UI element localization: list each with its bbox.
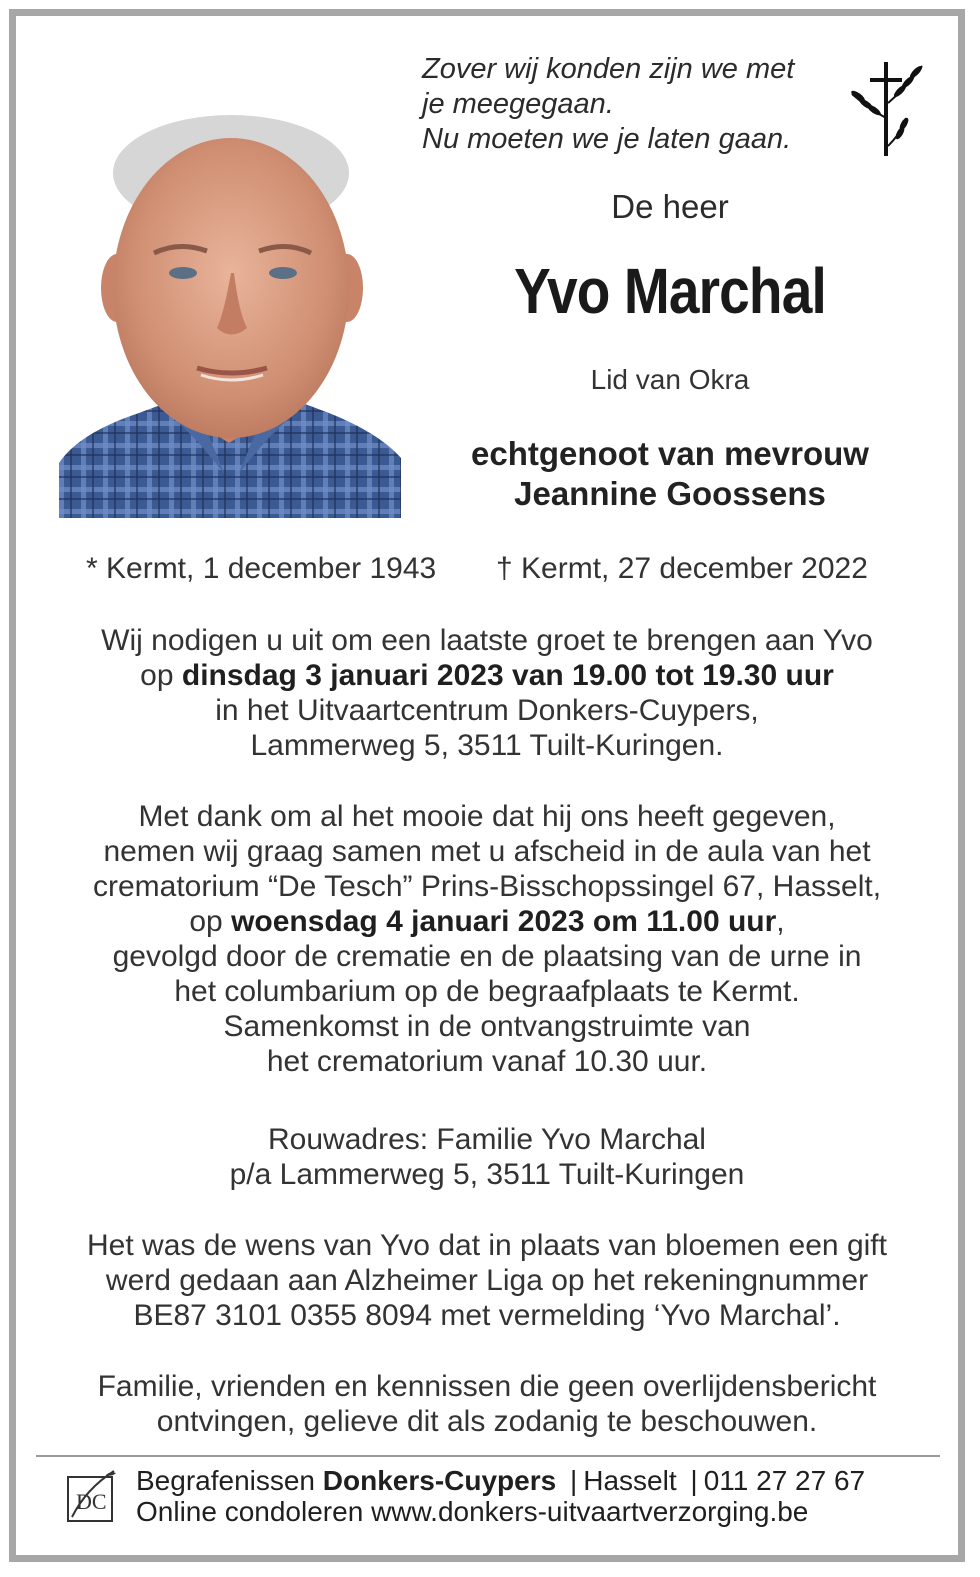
footer-divider bbox=[36, 1455, 940, 1457]
portrait-photo bbox=[59, 113, 401, 518]
membership: Lid van Okra bbox=[590, 364, 750, 395]
visitation-datetime: dinsdag 3 januari 2023 van 19.00 tot 19.30 uur bbox=[181, 659, 834, 692]
donation-line-2: werd gedaan aan Alzheimer Liga op het rekeningnummer bbox=[105, 1264, 869, 1297]
visitation-paragraph bbox=[40, 623, 934, 763]
quote-line-2: je meegegaan. bbox=[422, 88, 614, 120]
ceremony-datetime: woensdag 4 januari 2023 om 11.00 uur bbox=[231, 905, 777, 938]
footer-divider-2: | bbox=[690, 1465, 698, 1496]
notice-line-2: ontvingen, gelieve dit als zodanig te beschouwen. bbox=[156, 1405, 818, 1438]
donation-line-3: BE87 3101 0355 8094 met vermelding ‘Yvo Marchal’. bbox=[133, 1299, 841, 1332]
donation-paragraph bbox=[40, 1228, 934, 1333]
footer-prefix: Begrafenissen bbox=[136, 1465, 316, 1496]
footer-line-1 bbox=[136, 1465, 865, 1496]
ceremony-line-6: het columbarium op de begraafplaats te Kermt. bbox=[174, 975, 800, 1008]
visitation-line-4: Lammerweg 5, 3511 Tuilt-Kuringen. bbox=[250, 729, 724, 762]
footer-divider-1: | bbox=[569, 1465, 578, 1496]
notice-line-1: Familie, vrienden en kennissen die geen overlijdensbericht bbox=[97, 1370, 877, 1403]
footer bbox=[136, 1465, 865, 1527]
footer-phone: 011 27 27 67 bbox=[703, 1465, 866, 1496]
address-line-1: Rouwadres: Familie Yvo Marchal bbox=[268, 1123, 706, 1156]
deceased-name: Yvo Marchal bbox=[514, 255, 826, 327]
ceremony-line-4 bbox=[40, 904, 934, 939]
memorial-quote bbox=[422, 52, 852, 157]
ceremony-line-7: Samenkomst in de ontvangstruimte van bbox=[223, 1010, 751, 1043]
spouse-line-1: echtgenoot van mevrouw bbox=[471, 435, 869, 472]
notice-paragraph bbox=[40, 1369, 934, 1439]
spouse-line-2: Jeannine Goossens bbox=[514, 475, 826, 512]
svg-text:DC: DC bbox=[76, 1489, 107, 1514]
footer-website-link[interactable]: www.donkers-uitvaartverzorging.be bbox=[371, 1496, 809, 1527]
ceremony-line-8: het crematorium vanaf 10.30 uur. bbox=[266, 1045, 708, 1078]
footer-online-label: Online condoleren bbox=[136, 1496, 364, 1527]
birth-info: * Kermt, 1 december 1943 bbox=[86, 552, 437, 585]
cross-wheat-icon bbox=[848, 58, 928, 160]
footer-city: Hasselt bbox=[583, 1465, 677, 1496]
footer-company: Donkers-Cuypers bbox=[322, 1465, 557, 1496]
quote-line-3: Nu moeten we je laten gaan. bbox=[422, 123, 792, 155]
honorific: De heer bbox=[611, 188, 729, 225]
visitation-line-1: Wij nodigen u uit om een laatste groet te brengen aan Yvo bbox=[101, 624, 873, 657]
visitation-line-3: in het Uitvaartcentrum Donkers-Cuypers, bbox=[215, 694, 759, 727]
visitation-line-2 bbox=[40, 658, 934, 693]
death-info: † Kermt, 27 december 2022 bbox=[496, 552, 868, 585]
quote-line-1: Zover wij konden zijn we met bbox=[422, 53, 795, 85]
ceremony-line-2: nemen wij graag samen met u afscheid in de aula van het bbox=[103, 835, 871, 868]
ceremony-line-1: Met dank om al het mooie dat hij ons heeft gegeven, bbox=[138, 800, 836, 833]
spouse-info bbox=[420, 434, 920, 514]
visitation-prefix: op bbox=[140, 659, 174, 692]
ceremony-line-3: crematorium “De Tesch” Prins-Bisschopssingel 67, Hasselt, bbox=[92, 870, 882, 903]
funeral-home-logo bbox=[66, 1469, 118, 1525]
mourning-address bbox=[40, 1122, 934, 1192]
ceremony-prefix: op bbox=[189, 905, 223, 938]
ceremony-line-5: gevolgd door de crematie en de plaatsing van de urne in bbox=[112, 940, 862, 973]
footer-line-2 bbox=[136, 1496, 865, 1527]
address-line-2: p/a Lammerweg 5, 3511 Tuilt-Kuringen bbox=[229, 1158, 745, 1191]
ceremony-suffix: , bbox=[776, 905, 785, 938]
ceremony-paragraph bbox=[40, 799, 934, 1079]
donation-line-1: Het was de wens van Yvo dat in plaats van bloemen een gift bbox=[87, 1229, 887, 1262]
